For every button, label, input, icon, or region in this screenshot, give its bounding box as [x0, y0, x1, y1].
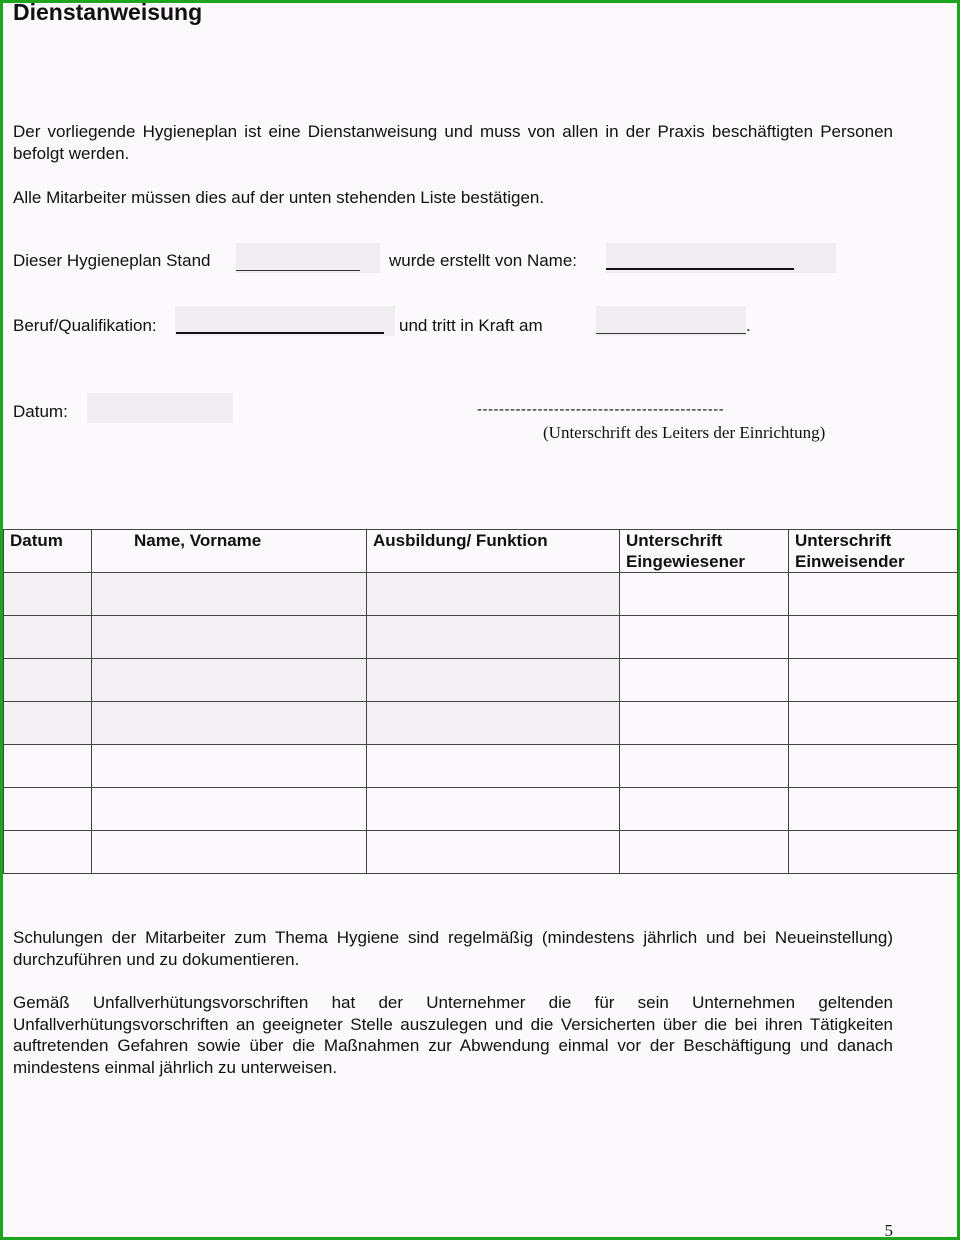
cell-function[interactable]	[367, 702, 620, 745]
stand-label: Dieser Hygieneplan Stand	[13, 251, 211, 270]
cell-sign-trainer[interactable]	[789, 745, 958, 788]
table-row	[4, 745, 958, 788]
cell-function[interactable]	[367, 616, 620, 659]
cell-sign-trainee[interactable]	[620, 745, 789, 788]
effective-label: und tritt in Kraft am	[399, 316, 543, 335]
qualification-underline	[176, 332, 384, 334]
effective-date-underline	[596, 333, 746, 334]
header-function: Ausbildung/ Funktion	[367, 530, 620, 573]
cell-sign-trainer[interactable]	[789, 573, 958, 616]
cell-sign-trainee[interactable]	[620, 616, 789, 659]
table-header-row	[4, 530, 958, 573]
cell-name[interactable]	[92, 573, 367, 616]
table-row	[4, 659, 958, 702]
cell-function[interactable]	[367, 788, 620, 831]
effective-suffix: .	[746, 316, 751, 335]
cell-name[interactable]	[92, 788, 367, 831]
stand-field[interactable]	[236, 243, 380, 273]
cell-sign-trainee[interactable]	[620, 573, 789, 616]
cell-datum[interactable]	[4, 702, 92, 745]
cell-datum[interactable]	[4, 788, 92, 831]
table-row	[4, 702, 958, 745]
training-paragraph: Schulungen der Mitarbeiter zum Thema Hygiene sind regelmäßig (mindestens jährlich und bei Neueinstellung) durchzuführen und zu dokumentieren.	[13, 928, 893, 969]
document-title: Dienstanweisung	[13, 0, 203, 25]
cell-sign-trainer[interactable]	[789, 616, 958, 659]
cell-sign-trainee[interactable]	[620, 659, 789, 702]
header-sign-trainee: Unterschrift Eingewiesener	[620, 530, 789, 573]
cell-datum[interactable]	[4, 745, 92, 788]
signature-caption: (Unterschrift des Leiters der Einrichtung)	[543, 423, 826, 442]
author-name-underline	[606, 268, 794, 270]
header-datum: Datum	[4, 530, 92, 573]
effective-date-field[interactable]	[596, 306, 746, 336]
date-field[interactable]	[87, 393, 233, 423]
cell-name[interactable]	[92, 831, 367, 874]
cell-datum[interactable]	[4, 659, 92, 702]
instruction-log-table	[3, 529, 958, 874]
cell-sign-trainer[interactable]	[789, 659, 958, 702]
intro-paragraph: Der vorliegende Hygieneplan ist eine Dienstanweisung und muss von allen in der Praxis beschäftigten Personen befolgt werden.	[13, 122, 893, 163]
cell-function[interactable]	[367, 573, 620, 616]
cell-name[interactable]	[92, 659, 367, 702]
cell-sign-trainer[interactable]	[789, 788, 958, 831]
header-sign-trainer: Unterschrift Einweisender	[789, 530, 958, 573]
cell-sign-trainer[interactable]	[789, 702, 958, 745]
table-row	[4, 788, 958, 831]
cell-sign-trainee[interactable]	[620, 831, 789, 874]
cell-sign-trainee[interactable]	[620, 702, 789, 745]
cell-function[interactable]	[367, 745, 620, 788]
cell-datum[interactable]	[4, 573, 92, 616]
regulation-paragraph: Gemäß Unfallverhütungsvorschriften hat der Unternehmer die für sein Unternehmen geltenden Unfallverhütungsvorschriften an geeigneter Stelle auszulegen und die Versicherten über die bei ihren Tätigkeiten auftretenden Gefahren sowie über die Maßnahmen zur Abwendung einmal vor der Beschäftigung und danach mindestens einmal jährlich zu unterweisen.	[13, 993, 893, 1077]
created-by-label: wurde erstellt von Name:	[389, 251, 578, 270]
table-row	[4, 831, 958, 874]
cell-name[interactable]	[92, 616, 367, 659]
cell-name[interactable]	[92, 702, 367, 745]
table-row	[4, 616, 958, 659]
qualification-label: Beruf/Qualifikation:	[13, 316, 157, 335]
table-row	[4, 573, 958, 616]
cell-function[interactable]	[367, 831, 620, 874]
cell-function[interactable]	[367, 659, 620, 702]
cell-name[interactable]	[92, 745, 367, 788]
signature-line: ---------------------------------------------	[477, 401, 725, 418]
cell-sign-trainer[interactable]	[789, 831, 958, 874]
cell-sign-trainee[interactable]	[620, 788, 789, 831]
confirm-paragraph: Alle Mitarbeiter müssen dies auf der unten stehenden Liste bestätigen.	[13, 188, 545, 207]
cell-datum[interactable]	[4, 831, 92, 874]
date-label: Datum:	[13, 402, 68, 421]
stand-underline	[236, 270, 360, 271]
page-number: 5	[884, 1221, 893, 1240]
header-name: Name, Vorname	[92, 530, 367, 573]
cell-datum[interactable]	[4, 616, 92, 659]
